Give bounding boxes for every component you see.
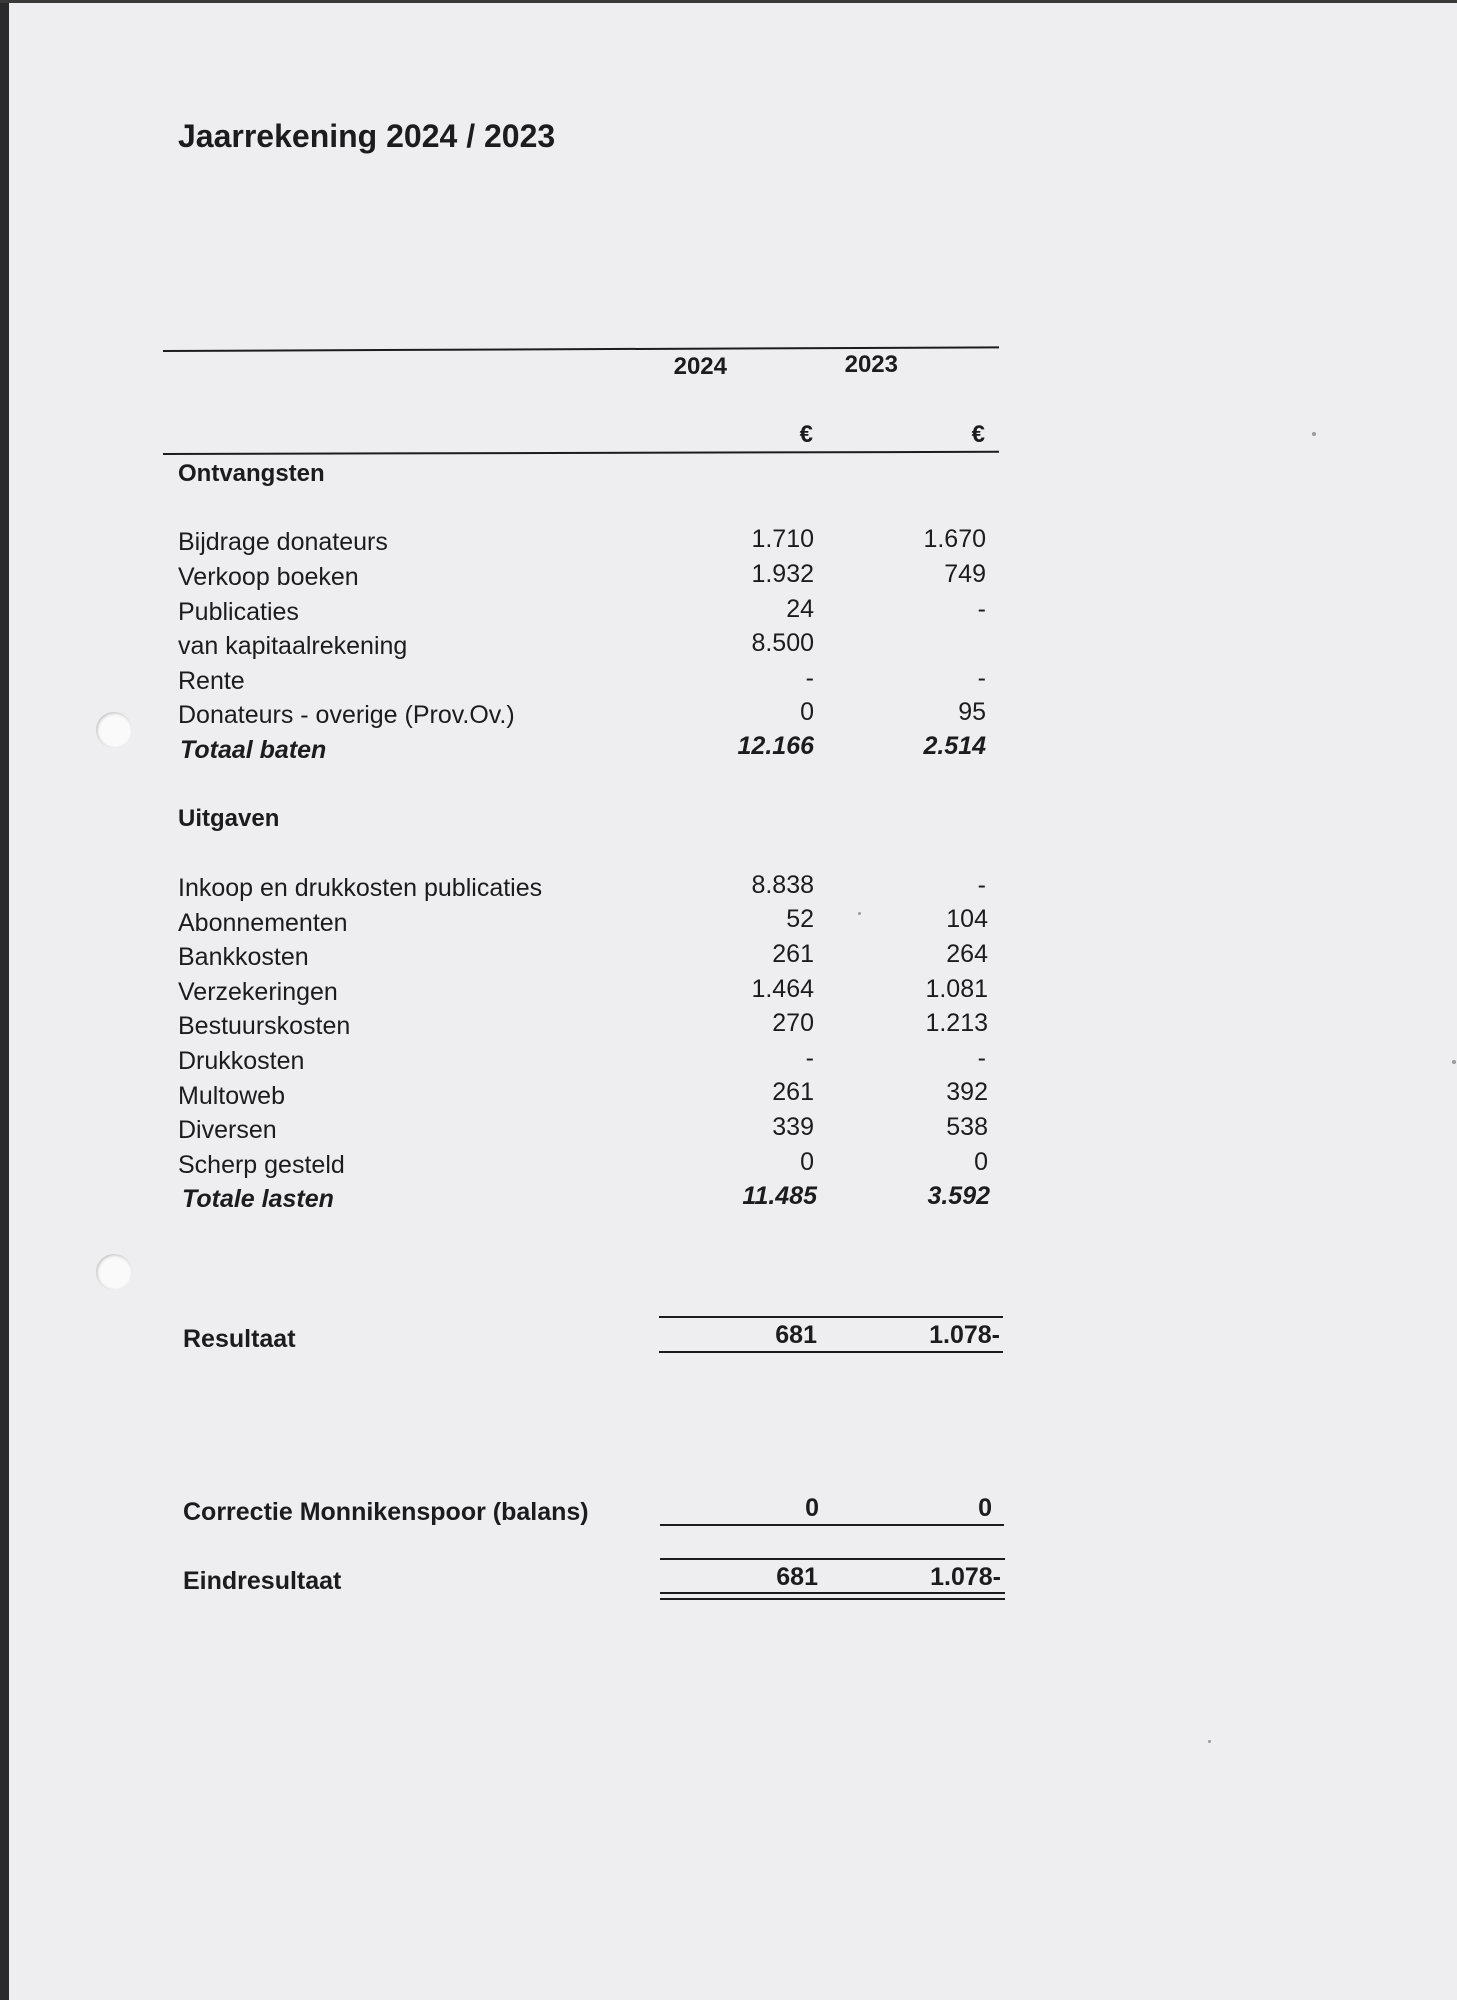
row-label: Publicaties <box>178 598 299 626</box>
resultaat-value-2023: 1.078- <box>929 1321 1000 1349</box>
scan-speck <box>858 912 861 915</box>
page-title: Jaarrekening 2024 / 2023 <box>178 118 556 154</box>
eindresultaat-value-2023: 1.078- <box>930 1563 1001 1591</box>
scan-speck <box>1208 1740 1211 1743</box>
resultaat-value-2024: 681 <box>775 1321 817 1349</box>
punch-hole-top <box>96 712 132 748</box>
row-value-2023: 1.081 <box>925 975 988 1003</box>
row-value-2023: 1.213 <box>925 1009 988 1037</box>
section-heading-ontvangsten: Ontvangsten <box>178 460 325 487</box>
row-value-2024: 270 <box>772 1009 814 1037</box>
scan-speck <box>1452 1060 1456 1064</box>
row-value-2024: 261 <box>772 940 814 968</box>
column-heading-2023: 2023 <box>844 351 898 378</box>
row-label: Multoweb <box>178 1082 285 1110</box>
currency-symbol-2024: € <box>799 421 813 448</box>
header-rule-bottom <box>163 451 999 455</box>
row-value-2023: 538 <box>946 1113 988 1141</box>
correctie-rule <box>660 1524 1004 1526</box>
correctie-value-2024: 0 <box>805 1494 819 1522</box>
scan-edge-top <box>0 0 1457 3</box>
total-label-lasten: Totale lasten <box>182 1185 334 1213</box>
row-value-2024: 8.838 <box>751 871 814 899</box>
row-label: Bankkosten <box>178 943 309 971</box>
punch-hole-bottom <box>96 1254 132 1290</box>
row-value-2023: 264 <box>946 940 988 968</box>
row-label: Diversen <box>178 1116 277 1144</box>
row-value-2024: 24 <box>786 595 814 623</box>
row-value-2024: - <box>805 664 814 692</box>
row-value-2024: 52 <box>786 905 814 933</box>
row-label: Bestuurskosten <box>178 1012 351 1040</box>
eindresultaat-double-rule-1 <box>660 1592 1005 1594</box>
row-value-2024: 0 <box>800 698 814 726</box>
row-label: Abonnementen <box>178 909 348 937</box>
total-value-2024: 12.166 <box>737 732 814 760</box>
section-heading-uitgaven: Uitgaven <box>178 805 280 832</box>
row-value-2023: - <box>977 1044 986 1072</box>
eindresultaat-rule-top <box>660 1558 1005 1560</box>
scan-speck <box>1312 432 1316 436</box>
row-value-2023: 95 <box>958 698 986 726</box>
correctie-label: Correctie Monnikenspoor (balans) <box>183 1498 589 1526</box>
row-value-2024: 0 <box>800 1148 814 1176</box>
row-value-2023: 392 <box>946 1078 988 1106</box>
total-value-2024: 11.485 <box>742 1182 817 1210</box>
row-value-2023: 0 <box>974 1148 988 1176</box>
row-label: Inkoop en drukkosten publicaties <box>178 874 543 902</box>
scan-edge <box>0 0 9 2000</box>
column-heading-2024: 2024 <box>673 353 727 380</box>
row-label: Verkoop boeken <box>178 563 359 591</box>
row-label: Scherp gesteld <box>178 1151 345 1179</box>
total-label-baten: Totaal baten <box>180 736 327 764</box>
total-value-2023: 2.514 <box>923 732 986 760</box>
row-value-2024: 1.710 <box>751 525 814 553</box>
eindresultaat-value-2024: 681 <box>776 1563 818 1591</box>
row-label: Verzekeringen <box>178 978 338 1006</box>
row-value-2024: 261 <box>772 1078 814 1106</box>
row-value-2024: 1.932 <box>751 560 814 588</box>
row-value-2024: - <box>805 1044 814 1072</box>
eindresultaat-label: Eindresultaat <box>183 1567 342 1595</box>
row-label: Bijdrage donateurs <box>178 528 388 556</box>
eindresultaat-double-rule-2 <box>660 1598 1005 1600</box>
resultaat-rule-bottom <box>659 1351 1003 1353</box>
resultaat-label: Resultaat <box>183 1325 296 1353</box>
row-value-2023: - <box>977 871 986 899</box>
row-value-2023: - <box>977 595 986 623</box>
row-label: Rente <box>178 667 245 695</box>
row-value-2023: 104 <box>946 905 988 933</box>
row-value-2023: 749 <box>944 560 986 588</box>
row-value-2024: 8.500 <box>751 629 814 657</box>
resultaat-rule-top <box>659 1316 1003 1318</box>
row-value-2024: 1.464 <box>751 975 814 1003</box>
row-label: Drukkosten <box>178 1047 305 1075</box>
row-value-2023: 1.670 <box>923 525 986 553</box>
row-label: Donateurs - overige (Prov.Ov.) <box>178 701 515 729</box>
row-value-2023: - <box>977 664 986 692</box>
currency-symbol-2023: € <box>971 421 985 448</box>
row-label: van kapitaalrekening <box>178 632 408 660</box>
correctie-value-2023: 0 <box>978 1494 992 1522</box>
row-value-2024: 339 <box>772 1113 814 1141</box>
total-value-2023: 3.592 <box>927 1182 990 1210</box>
